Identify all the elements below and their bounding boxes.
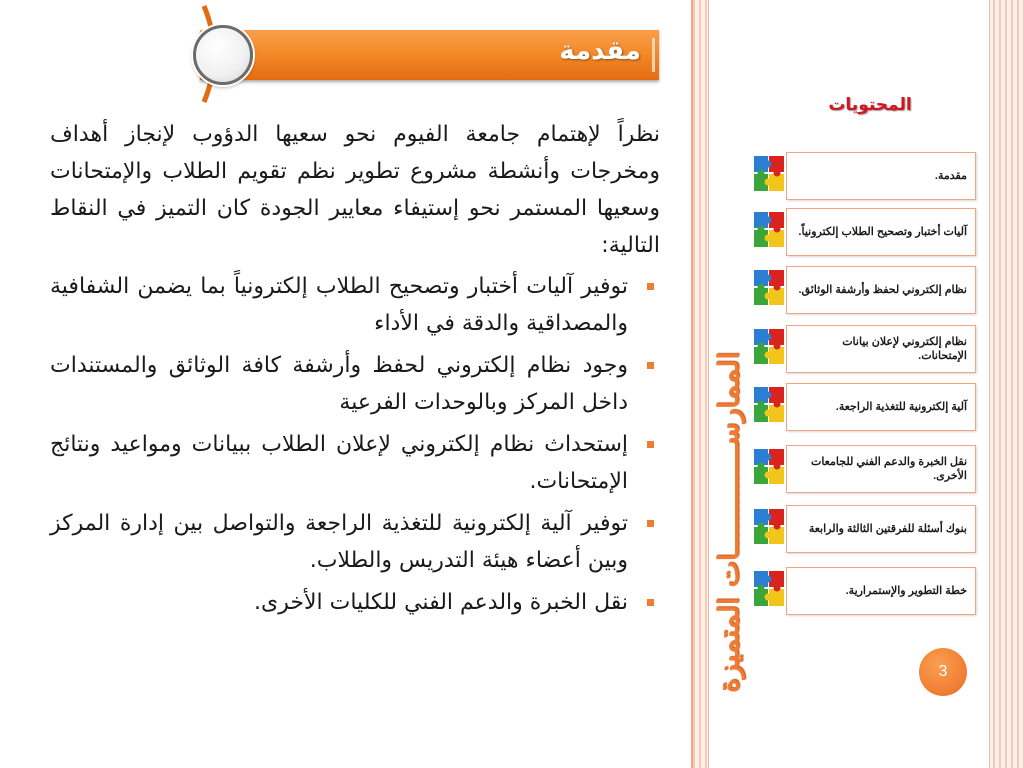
- bullet-list: [50, 268, 660, 621]
- toc-item-box: [786, 325, 976, 373]
- toc-item-label: نقل الخبرة والدعم الفني للجامعات الأخرى.: [810, 456, 967, 482]
- bullet-item: [50, 584, 660, 621]
- puzzle-icon: [752, 268, 786, 308]
- bullet-item: [50, 268, 660, 342]
- page-number-badge: 3: [919, 648, 967, 696]
- bullet-text: إستحداث نظام إلكتروني لإعلان الطلاب ببيانات ومواعيد ونتائج الإمتحانات.: [50, 432, 628, 494]
- bullet-square-icon: [647, 441, 654, 448]
- bullet-square-icon: [647, 520, 654, 527]
- toc-item-box: [786, 152, 976, 200]
- bullet-item: [50, 505, 660, 579]
- toc-item[interactable]: [752, 266, 976, 314]
- toc-item-label: آلية إلكترونية للتغذية الراجعة.: [835, 401, 967, 413]
- puzzle-icon: [752, 210, 786, 250]
- bullet-text: نقل الخبرة والدعم الفني للكليات الأخرى.: [254, 590, 628, 615]
- title-bar: [200, 30, 659, 80]
- toc-item[interactable]: [752, 567, 976, 615]
- bullet-square-icon: [647, 599, 654, 606]
- toc-item[interactable]: [752, 152, 976, 200]
- bullet-text: توفير آليات أختبار وتصحيح الطلاب إلكترونياً بما يضمن الشفافية والمصداقية والدقة في الأداء: [50, 274, 628, 336]
- toc-item-label: بنوك أسئلة للفرقتين الثالثة والرابعة: [808, 523, 967, 535]
- toc-item-box: [786, 266, 976, 314]
- toc-item-box: [786, 383, 976, 431]
- toc-item-box: [786, 208, 976, 256]
- bullet-item: [50, 347, 660, 421]
- toc-item-label: خطة التطوير والإستمرارية.: [845, 585, 967, 597]
- toc-item[interactable]: [752, 445, 976, 493]
- title-bar-edge: [652, 38, 655, 72]
- puzzle-icon: [752, 447, 786, 487]
- puzzle-icon: [752, 327, 786, 367]
- puzzle-icon: [752, 569, 786, 609]
- toc-item-label: نظام إلكتروني لحفظ وأرشفة الوثائق.: [798, 284, 967, 296]
- toc-item[interactable]: [752, 383, 976, 431]
- main-content: [50, 116, 660, 626]
- toc-item-box: [786, 505, 976, 553]
- puzzle-icon: [752, 507, 786, 547]
- bullet-item: [50, 426, 660, 500]
- bullet-square-icon: [647, 362, 654, 369]
- puzzle-icon: [752, 154, 786, 194]
- puzzle-icon: [752, 385, 786, 425]
- toc-title: المحتويات: [828, 95, 912, 115]
- intro-paragraph: نظراً لإهتمام جامعة الفيوم نحو سعيها الدؤوب لإنجاز أهداف ومخرجات وأنشطة مشروع تطوير نظم تقويم الطلاب والإمتحانات وسعيها المستمر نحو إستيفاء معايير الجودة كان التميز في النقاط التالية:: [50, 122, 660, 258]
- bullet-text: وجود نظام إلكتروني لحفظ وأرشفة كافة الوثائق والمستندات داخل المركز وبالوحدات الفرعية: [50, 353, 628, 415]
- vertical-decorative-text: الممارســـــــــــــات المتميزة: [712, 351, 745, 693]
- slide-title: مقدمة: [559, 36, 641, 66]
- toc-item-label: نظام إلكتروني لإعلان بيانات الإمتحانات.: [842, 336, 967, 362]
- bullet-text: توفير آلية إلكترونية للتغذية الراجعة والتواصل بين إدارة المركز وبين أعضاء هيئة التدريس والطلاب.: [50, 511, 628, 573]
- toc-item-label: مقدمة.: [934, 170, 967, 182]
- toc-item-label: آليات أختبار وتصحيح الطلاب إلكترونياً.: [798, 226, 967, 238]
- toc-item-box: [786, 567, 976, 615]
- toc-item[interactable]: [752, 208, 976, 256]
- bullet-square-icon: [647, 283, 654, 290]
- toc-item[interactable]: [752, 505, 976, 553]
- title-circle-icon: [193, 25, 253, 85]
- toc-item-box: [786, 445, 976, 493]
- toc-item[interactable]: [752, 325, 976, 373]
